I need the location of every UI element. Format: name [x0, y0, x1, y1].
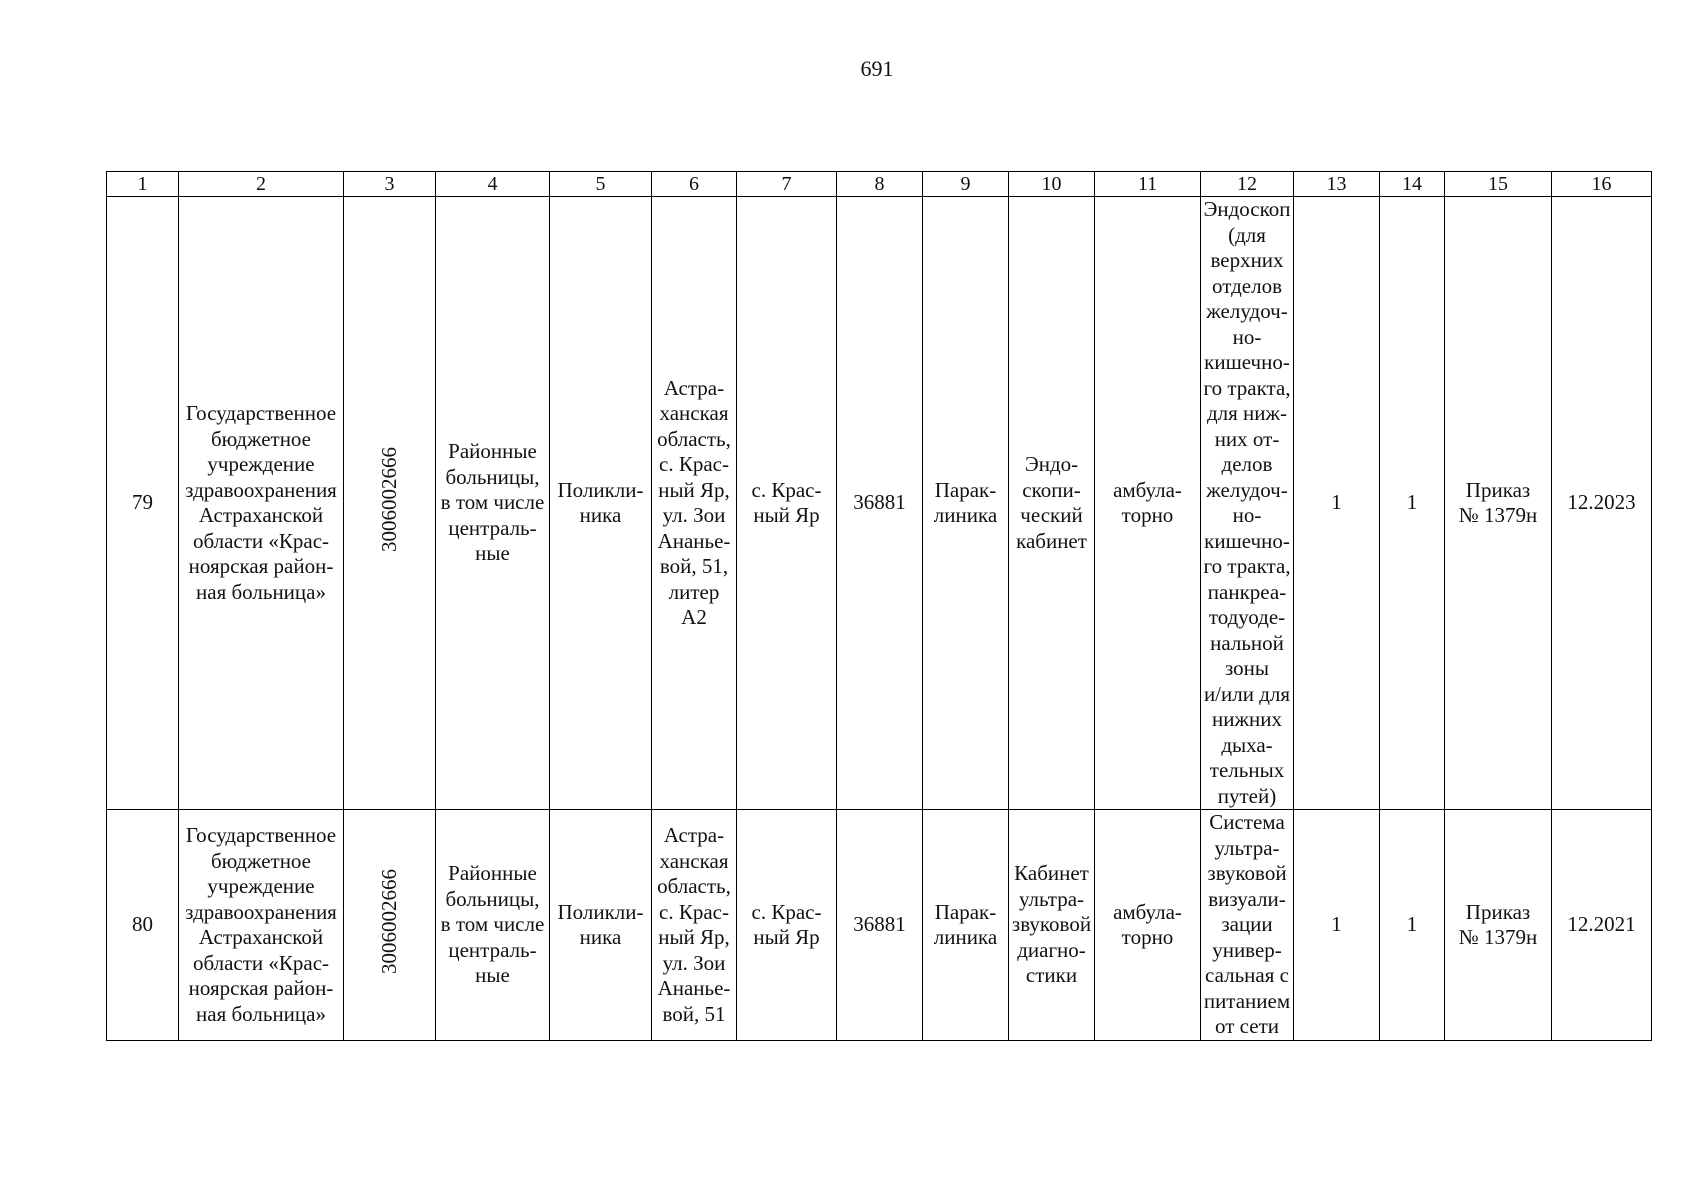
code: 36881 [837, 810, 923, 1041]
equipment-name: Система ультра- звуковой визуали- зации универ- сальная с питанием от сети [1201, 810, 1294, 1041]
column-header: 10 [1009, 172, 1095, 197]
column-header: 2 [179, 172, 344, 197]
date: 12.2023 [1552, 197, 1652, 810]
column-header: 15 [1445, 172, 1552, 197]
cabinet: Кабинет ультра- звуковой диагно- стики [1009, 810, 1095, 1041]
column-header: 12 [1201, 172, 1294, 197]
department: Парак- линика [923, 197, 1009, 810]
inn-cell [344, 197, 436, 810]
column-header: 6 [652, 172, 737, 197]
organization-name: Государственное бюджетное учреждение здравоохранения Астраханской области «Крас- ноярская район- ная больница» [179, 197, 344, 810]
column-header: 4 [436, 172, 550, 197]
table-row [107, 197, 1652, 810]
order-reference: Приказ № 1379н [1445, 810, 1552, 1041]
column-header: 11 [1095, 172, 1201, 197]
column-header: 9 [923, 172, 1009, 197]
page-number: 691 [860, 56, 894, 81]
inn-value: 3006002666 [376, 869, 401, 975]
column-header: 8 [837, 172, 923, 197]
organization-type: Районные больницы, в том числе централь- ные [436, 197, 550, 810]
organization-type: Районные больницы, в том числе централь- ные [436, 810, 550, 1041]
quantity: 1 [1294, 810, 1380, 1041]
quantity-required: 1 [1380, 810, 1445, 1041]
column-header: 1 [107, 172, 179, 197]
column-header: 14 [1380, 172, 1445, 197]
division: Поликли- ника [550, 197, 652, 810]
inn-value: 3006002666 [376, 447, 401, 553]
order-reference: Приказ № 1379н [1445, 197, 1552, 810]
quantity-required: 1 [1380, 197, 1445, 810]
column-header: 5 [550, 172, 652, 197]
row-number: 80 [107, 810, 179, 1041]
code: 36881 [837, 197, 923, 810]
division: Поликли- ника [550, 810, 652, 1041]
row-number: 79 [107, 197, 179, 810]
equipment-table [106, 171, 1652, 1041]
locality: с. Крас- ный Яр [737, 197, 837, 810]
inn-cell [344, 810, 436, 1041]
department: Парак- линика [923, 810, 1009, 1041]
date: 12.2021 [1552, 810, 1652, 1041]
care-conditions: амбула- торно [1095, 810, 1201, 1041]
column-header: 3 [344, 172, 436, 197]
quantity: 1 [1294, 197, 1380, 810]
column-header: 16 [1552, 172, 1652, 197]
column-number-row [107, 172, 1652, 197]
care-conditions: амбула- торно [1095, 197, 1201, 810]
column-header: 7 [737, 172, 837, 197]
column-header: 13 [1294, 172, 1380, 197]
cabinet: Эндо- скопи- ческий кабинет [1009, 197, 1095, 810]
equipment-name: Эндоскоп (для верхних отделов желудоч- но- кишечно- го тракта, для ниж- них от- делов желудоч- но- кишечно- го тракта, панкреа- тодуоде- нальной зоны и/или для нижних дыха- тельных путей) [1201, 197, 1294, 810]
address: Астра- ханская область, с. Крас- ный Яр, ул. Зои Ананье- вой, 51 [652, 810, 737, 1041]
organization-name: Государственное бюджетное учреждение здравоохранения Астраханской области «Крас- ноярская район- ная больница» [179, 810, 344, 1041]
locality: с. Крас- ный Яр [737, 810, 837, 1041]
table-row [107, 810, 1652, 1041]
address: Астра- ханская область, с. Крас- ный Яр, ул. Зои Ананье- вой, 51, литер А2 [652, 197, 737, 810]
